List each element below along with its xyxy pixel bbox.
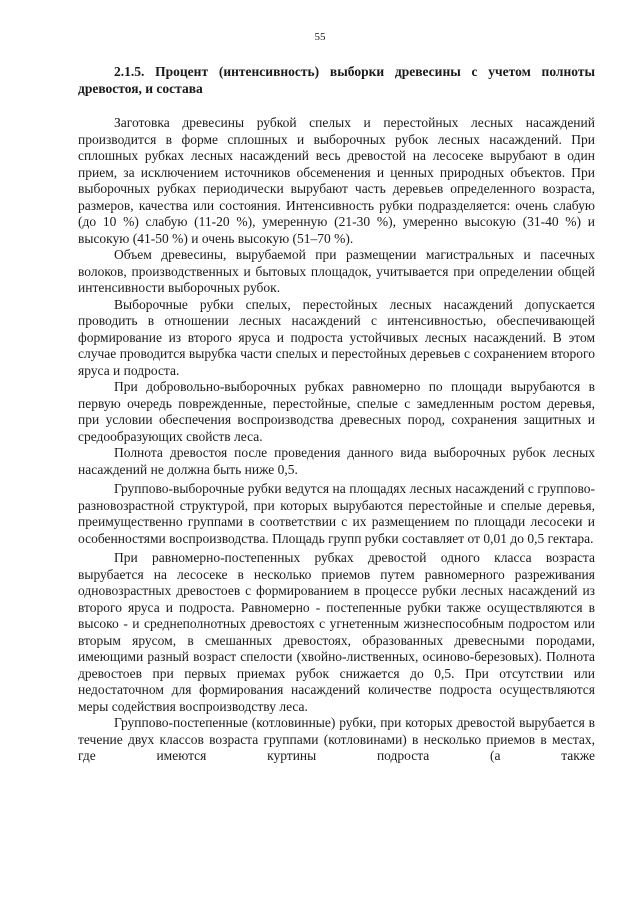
paragraph-uniform-gradual: При равномерно-постепенных рубках древостой одного класса возраста вырубается на лесосеке в несколько приемов путем равномерного разреживания одновозрастных древостоев с формированием в процессе рубки лесных насаждений из второго яруса и подроста. Равномерно - постепенные рубки также осуществляются в высоко - и среднеполнотных древостоях с угнетенным жизнеспособным подростом или вторым ярусом, в смешанных древостоях, образованных древесными породами, имеющими разный возраст спелости (хвойно-лиственных, осиново-березовых). Полнота древостоев при первых приемах рубок снижается до 0,5. При отсутствии или недостаточном для формирования насаждений количестве подроста осуществляются меры содействия воспроизводству леса.	[78, 550, 595, 714]
paragraph-selective-cutting: Выборочные рубки спелых, перестойных лесных насаждений допускается проводить в отношении лесных насаждений с интенсивностью, обеспечивающей формирование из второго яруса и подроста устойчивых лесных насаждений. В этом случае проводится вырубка части спелых и перестойных деревьев с сохранением второго яруса и подроста.	[78, 296, 595, 378]
document-body	[78, 64, 595, 765]
section-heading: 2.1.5. Процент (интенсивность) выборки древесины с учетом полноты древостоя, и состава	[78, 64, 595, 96]
paragraph-group-selective: Группово-выборочные рубки ведутся на площадях лесных насаждений с группово-разновозрастной структурой, при которых вырубаются перестойные и спелые деревья, преимущественно группами в соответствии с их размещением по площади лесосеки и особенностями воспроизводства. Площадь групп рубки составляет от 0,01 до 0,5 гектара.	[78, 481, 595, 546]
paragraph-cutting-forms: Заготовка древесины рубкой спелых и перестойных лесных насаждений производится в форме сплошных и выборочных рубок лесных насаждений. При сплошных рубках лесных насаждений весь древостой на лесосеке вырубают в один прием, за исключением источников обсеменения и ценных природных объектов. При выборочных рубках периодически вырубают часть деревьев определенного возраста, размеров, качества или состояния. Интенсивность рубки подразделяется: очень слабую (до 10 %) слабую (11-20 %), умеренную (21-30 %), умеренно высокую (31-40 %) и высокую (41-50 %) и очень высокую (51–70 %).	[78, 115, 595, 246]
page-number: 55	[314, 31, 326, 43]
paragraph-voluntary-selective: При добровольно-выборочных рубках равномерно по площади вырубаются в первую очередь поврежденные, перестойные, спелые с замедленным ростом деревья, при условии обеспечения воспроизводства древесных пород, сохранения защитных и средообразующих свойств леса.	[78, 379, 595, 444]
paragraph-group-gradual: Группово-постепенные (котловинные) рубки, при которых древостой вырубается в течение двух классов возраста группами (котловинами) в несколько приемов в местах, где имеются куртины подроста (а также	[78, 715, 595, 763]
paragraph-skid-trails: Объем древесины, вырубаемой при размещении магистральных и пасечных волоков, производственных и бытовых площадок, учитывается при определении общей интенсивности выборочных рубок.	[78, 247, 595, 295]
paragraph-stand-density: Полнота древостоя после проведения данного вида выборочных рубок лесных насаждений не должна быть ниже 0,5.	[78, 445, 595, 477]
